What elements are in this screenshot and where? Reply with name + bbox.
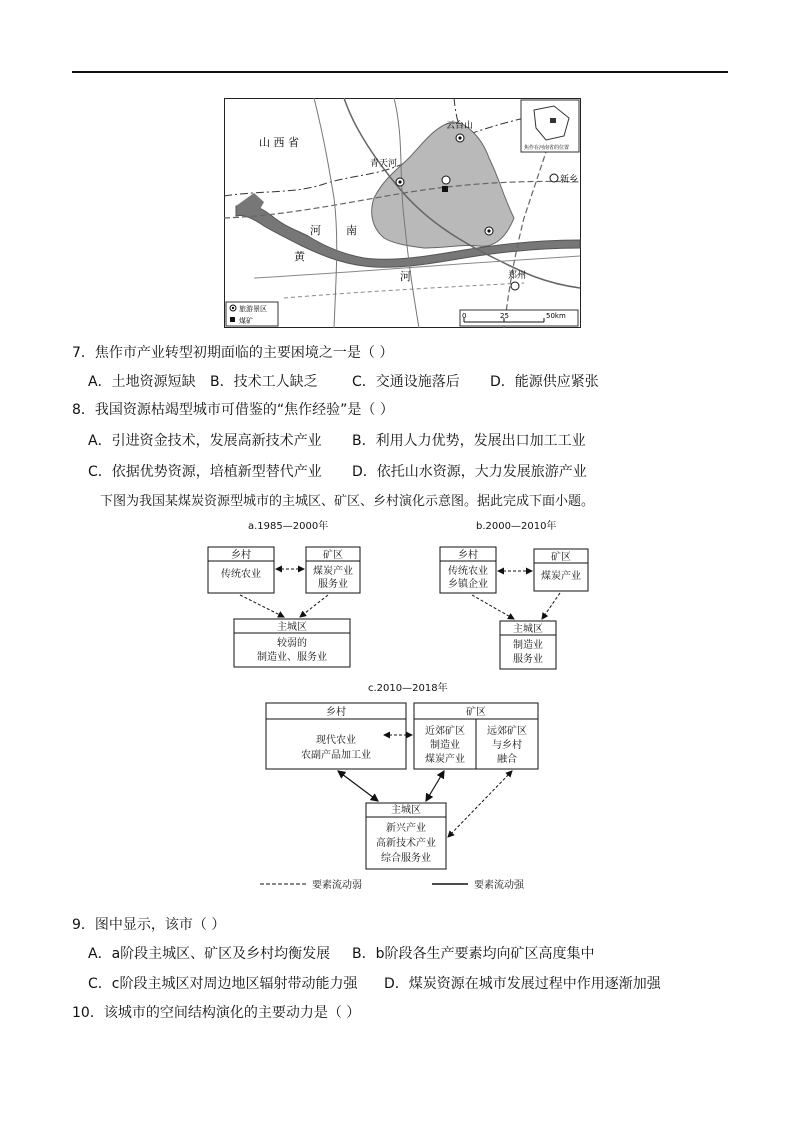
c-city-title: 主城区: [391, 805, 421, 816]
river-char-4: 河: [400, 270, 411, 283]
q9-option-d[interactable]: D．煤炭资源在城市发展过程中作用逐渐加强: [384, 976, 661, 992]
scale-50: 50km: [546, 312, 566, 320]
q7-option-c[interactable]: C．交通设施落后: [352, 374, 460, 390]
c-far-mine-line: 与乡村: [492, 740, 522, 751]
b-village-line: 传统农业: [448, 566, 488, 577]
a-village-title: 乡村: [231, 550, 251, 561]
b-city-line: 制造业: [513, 640, 543, 651]
stage-b-title: b.2000—2010年: [476, 521, 557, 532]
province-label: 山 西 省: [259, 136, 299, 149]
legend-coal: 煤矿: [239, 317, 253, 325]
a-mine-line: 服务业: [318, 579, 348, 590]
b-village-line: 乡镇企业: [448, 579, 488, 590]
q8-option-b[interactable]: B．利用人力优势，发展出口加工工业: [352, 433, 586, 449]
place-yuntaishan: 云台山: [446, 121, 474, 131]
legend-strong: 要素流动强: [474, 880, 524, 891]
c-far-mine-line: 远郊矿区: [487, 726, 527, 737]
question-7-stem: 7．焦作市产业转型初期面临的主要困境之一是（ ）: [72, 345, 394, 361]
top-rule: [72, 71, 728, 73]
river-char-1: 河: [310, 224, 321, 237]
c-village-line: 农副产品加工业: [301, 750, 371, 761]
q7-option-d[interactable]: D．能源供应紧张: [490, 374, 599, 390]
stage-c-title: c.2010—2018年: [368, 683, 448, 694]
c-city-line: 新兴产业: [386, 823, 426, 834]
city-icon: [550, 174, 558, 182]
legend-scenic: 旅游景区: [239, 305, 267, 313]
c-village-line: 现代农业: [316, 735, 356, 746]
c-near-mine-line: 制造业: [430, 740, 460, 751]
diagram-intro: 下图为我国某煤炭资源型城市的主城区、矿区、乡村演化示意图。据此完成下面小题。: [100, 494, 595, 509]
q9-option-c[interactable]: C．c阶段主城区对周边地区辐射带动能力强: [88, 976, 358, 992]
q9-option-a[interactable]: A．a阶段主城区、矿区及乡村均衡发展: [88, 946, 331, 962]
b-city-line: 服务业: [513, 654, 543, 665]
c-city-line: 高新技术产业: [376, 838, 436, 849]
river-char-3: 黄: [294, 250, 305, 263]
jiaozuo-map: [224, 98, 581, 328]
inset-caption: 焦作在河南省的位置: [524, 145, 570, 151]
b-mine-title: 矿区: [551, 552, 571, 563]
place-zhengzhou: 郑州: [508, 271, 527, 281]
a-city-line: 制造业、服务业: [257, 652, 327, 663]
coal-mine-icon: [442, 186, 448, 192]
a-mine-line: 煤炭产业: [313, 566, 353, 577]
a-mine-title: 矿区: [323, 550, 343, 561]
q8-option-c[interactable]: C．依据优势资源，培植新型替代产业: [88, 464, 322, 480]
evolution-diagram: [200, 515, 620, 895]
b-village-title: 乡村: [458, 550, 478, 561]
question-8-stem: 8．我国资源枯竭型城市可借鉴的“焦作经验”是（ ）: [72, 402, 394, 418]
q8-option-a[interactable]: A．引进资金技术，发展高新技术产业: [88, 433, 322, 449]
city-icon: [511, 282, 519, 290]
scale-0: 0: [462, 312, 467, 320]
city-icon: [442, 176, 450, 184]
q8-option-d[interactable]: D．依托山水资源，大力发展旅游产业: [352, 464, 587, 480]
b-city-title: 主城区: [513, 624, 543, 635]
river-char-2: 南: [346, 224, 357, 237]
a-city-title: 主城区: [277, 622, 307, 633]
scale-25: 25: [500, 312, 509, 320]
q7-option-a[interactable]: A．土地资源短缺: [88, 374, 196, 390]
c-far-mine-line: 融合: [497, 754, 517, 765]
question-9-stem: 9．图中显示，该市（ ）: [72, 917, 226, 933]
q9-option-b[interactable]: B．b阶段各生产要素均向矿区高度集中: [352, 946, 595, 962]
c-near-mine-line: 近郊矿区: [425, 726, 465, 737]
q7-option-b[interactable]: B．技术工人缺乏: [210, 374, 318, 390]
c-mine-title: 矿区: [466, 707, 486, 718]
place-qingtianhe: 青天河: [370, 159, 398, 169]
c-village-title: 乡村: [326, 707, 346, 718]
question-10-stem: 10．该城市的空间结构演化的主要动力是（ ）: [72, 1005, 361, 1021]
a-village-line: 传统农业: [221, 569, 261, 580]
b-mine-line: 煤炭产业: [541, 571, 581, 582]
stage-a-title: a.1985—2000年: [248, 521, 329, 532]
a-city-line: 较弱的: [277, 638, 307, 649]
place-xinxiang: 新乡: [560, 175, 579, 185]
legend-weak: 要素流动弱: [312, 880, 362, 891]
c-city-line: 综合服务业: [381, 853, 431, 864]
c-near-mine-line: 煤炭产业: [425, 754, 465, 765]
